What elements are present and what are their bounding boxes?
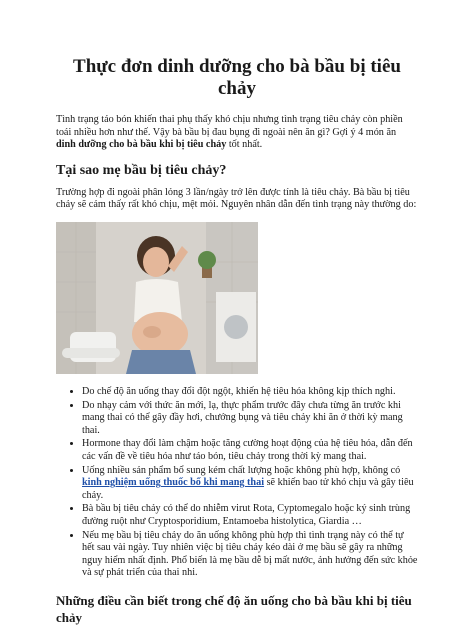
- section-heading-diet: Những điều cần biết trong chế độ ăn uống cho bà bầu khi bị tiêu chảy: [56, 592, 412, 625]
- list-item-text: sẽ khiến bao tử khó chịu và gây tiêu chảy.: [82, 477, 414, 501]
- section-heading-why: Tại sao mẹ bầu bị tiêu chảy?: [56, 162, 227, 178]
- page-title: Thực đơn dinh dưỡng cho bà bầu bị tiêu chảy: [73, 56, 401, 99]
- intro-paragraph: [56, 114, 418, 152]
- pregnant-woman-photo: [56, 222, 258, 374]
- list-item: [82, 465, 418, 503]
- list-item: • Nếu mẹ bầu bị tiêu chảy do ăn uống không phù hợp thì tình trạng này có thể tự hết sau vài ngày. Tuy nhiên việc bị tiêu chảy kéo dài ở mẹ bầu sẽ gây ra những nguy hiểm nhất định. Phổ biến là mẹ bầu dễ bị mất nước, ảnh hưởng đến sức khỏe và sự phát triển của thai nhi.: [82, 530, 418, 580]
- list-item: • Do nhạy cảm với thức ăn mới, lạ, thực phẩm trước đây chưa từng ăn trước khi mang thai có thể gây đầy hơi, chướng bụng và tiêu chảy khi ăn ở thời kỳ mang thai.: [82, 400, 418, 438]
- section-paragraph-why: Trường hợp đi ngoài phân lỏng 3 lần/ngày trở lên được tính là tiêu chảy. Bà bầu bị tiêu chảy sẽ cảm thấy rất khó chịu, mệt mỏi. Nguyên nhân dẫn đến tình trạng này thường do:: [56, 186, 417, 211]
- intro-text-after: tốt nhất.: [226, 139, 263, 151]
- photo-illustration: [56, 222, 258, 374]
- intro-bold-keyword: dinh dưỡng cho bà bầu khi bị tiêu chảy: [56, 139, 227, 151]
- list-item: • Do chế độ ăn uống thay đổi đột ngột, khiến hệ tiêu hóa không kịp thích nghi.: [82, 386, 418, 399]
- causes-list: [56, 386, 418, 580]
- supplement-experience-link[interactable]: kinh nghiệm uống thuốc bổ khi mang thai: [82, 477, 265, 489]
- list-item: • Bà bầu bị tiêu chảy có thể do nhiễm virut Rota, Cyptomegalo hoặc ký sinh trùng đường ruột như Cryptosporidium, Entamoeba histolytica, Giardia …: [82, 503, 418, 528]
- list-item: • Hormone thay đổi làm chậm hoặc tăng cường hoạt động của hệ tiêu hóa, dẫn đến các vấn đề về tiêu hóa như táo bón, tiêu chảy trong thời kỳ mang thai.: [82, 438, 418, 463]
- list-item-text: Uống nhiều sản phẩm bổ sung kém chất lượng hoặc không phù hợp, không có: [82, 464, 401, 476]
- intro-text-before: Tình trạng táo bón khiến thai phụ thấy khó chịu nhưng tình trạng tiêu chảy còn phiền toái nhiều hơn như thế. Vậy bà bầu bị đau bụng đi ngoài nên ăn gì? Gợi ý 4 món ăn: [56, 114, 403, 138]
